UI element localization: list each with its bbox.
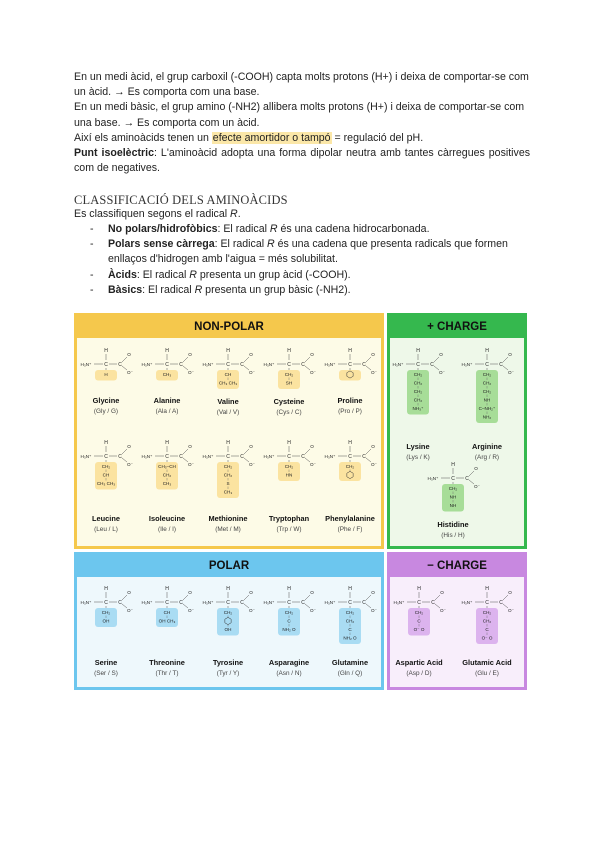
carboxylate-oxygen: O⁻ <box>310 462 316 467</box>
side-chain-group: CH₂ <box>413 397 423 403</box>
amino-acid-name: Proline <box>337 396 363 405</box>
side-chain-group: CH₂ <box>448 486 458 491</box>
structure-diagram <box>260 584 318 644</box>
structure-diagram <box>321 346 379 389</box>
carboxyl-carbon: C <box>362 362 366 368</box>
alpha-carbon: C <box>287 454 291 460</box>
amino-acid-name: Isoleucine <box>148 514 186 523</box>
carbonyl-oxygen: O <box>310 590 314 595</box>
side-chain-group: OH <box>102 618 110 624</box>
carboxylate-oxygen: O⁻ <box>127 608 133 613</box>
amino-group: H₃N⁺ <box>202 600 214 605</box>
amino-acid-abbreviation: (Ala / A) <box>155 408 179 415</box>
carboxyl-carbon: C <box>431 600 435 606</box>
double-bond <box>366 449 371 454</box>
carbonyl-oxygen: O <box>440 590 444 595</box>
carboxyl-carbon: C <box>301 362 305 368</box>
amino-acid-methionine <box>199 438 257 533</box>
carboxylate-oxygen: O⁻ <box>310 608 316 613</box>
panel-title: + CHARGE <box>390 316 524 338</box>
amino-acid-threonine <box>138 584 196 677</box>
carbonyl-oxygen: O <box>188 444 192 449</box>
amino-acid-cysteine <box>260 346 318 416</box>
side-chain-group: O⁻ O <box>413 627 425 632</box>
amino-group: H₃N⁺ <box>263 362 275 367</box>
carboxyl-carbon: C <box>179 600 183 606</box>
amino-acid-leucine <box>77 438 135 533</box>
carbonyl-oxygen: O <box>249 444 253 449</box>
paragraph-isoelectric: Punt isoelèctric: L'aminoàcid adopta una forma dipolar neutra amb tantes càrregues positives com de negatives. <box>74 147 531 175</box>
amino-acid-abbreviation: (Cys / C) <box>276 409 302 416</box>
alpha-hydrogen: H <box>485 586 489 592</box>
side-chain-group: NH <box>449 494 457 500</box>
double-bond <box>122 449 127 454</box>
alpha-carbon: C <box>348 362 352 368</box>
amino-acid-abbreviation: (Arg / R) <box>474 454 500 461</box>
double-bond <box>305 595 310 600</box>
carboxyl-carbon: C <box>362 454 366 460</box>
amino-acid-name: Serine <box>94 658 118 667</box>
amino-group: H₃N⁺ <box>141 454 153 459</box>
carboxylate-oxygen: O⁻ <box>249 370 255 375</box>
side-chain-group: CH₂ <box>223 472 233 478</box>
side-chain-highlight <box>339 370 361 381</box>
amino-acid-name: Valine <box>217 397 239 406</box>
side-chain-group: CH <box>163 610 171 615</box>
carboxylate-oxygen: O⁻ <box>188 608 194 613</box>
side-chain-group: CH₂ <box>162 472 172 478</box>
amino-acid-name: Aspartic Acid <box>395 658 443 667</box>
alpha-carbon: C <box>226 454 230 460</box>
structure-diagram <box>321 438 379 489</box>
amino-acid-name: Alanine <box>153 396 181 405</box>
double-bond <box>305 449 310 454</box>
amino-acid-name: Asparagine <box>268 658 310 667</box>
carbonyl-oxygen: O <box>508 590 512 595</box>
amino-acid-abbreviation: (Leu / L) <box>94 526 118 533</box>
carboxylate-oxygen: O⁻ <box>127 462 133 467</box>
alpha-hydrogen: H <box>287 348 291 354</box>
carboxylate-oxygen: O⁻ <box>127 370 133 375</box>
side-chain-group: CH₂ <box>284 372 294 377</box>
amino-acid-valine <box>199 346 257 416</box>
amino-group: H₃N⁺ <box>393 600 405 605</box>
double-bond <box>503 595 508 600</box>
double-bond <box>122 357 127 362</box>
amino-group: H₃N⁺ <box>461 600 473 605</box>
amino-acid-asparagine <box>260 584 318 677</box>
carboxylate-oxygen: O⁻ <box>310 370 316 375</box>
amino-acid-isoleucine <box>138 438 196 533</box>
alpha-hydrogen: H <box>104 586 108 592</box>
amino-acid-abbreviation: (Phe / F) <box>337 526 363 533</box>
carbonyl-oxygen: O <box>310 444 314 449</box>
side-chain-group: CH₂ <box>482 618 492 624</box>
amino-acid-tryptophan <box>260 438 318 533</box>
amino-acid-tyrosine <box>199 584 257 677</box>
alpha-carbon: C <box>226 362 230 368</box>
alpha-carbon: C <box>348 454 352 460</box>
amino-group: H₃N⁺ <box>324 362 336 367</box>
carbonyl-oxygen: O <box>188 590 192 595</box>
side-chain-group: NH₃⁺ <box>412 406 424 411</box>
alpha-hydrogen: H <box>348 440 352 446</box>
amino-acid-alanine <box>138 346 196 415</box>
carboxyl-carbon: C <box>499 600 503 606</box>
amino-group: H₃N⁺ <box>141 600 153 605</box>
amino-acid-serine <box>77 584 135 677</box>
panel-title: POLAR <box>77 555 381 577</box>
double-bond <box>122 595 127 600</box>
amino-acid-abbreviation: (Trp / W) <box>276 526 302 533</box>
carboxyl-carbon: C <box>430 362 434 368</box>
amino-acid-abbreviation: (Ile / I) <box>157 526 177 533</box>
side-chain-group: CH <box>102 472 110 478</box>
carbonyl-oxygen: O <box>508 352 512 357</box>
amino-acid-abbreviation: (Tyr / Y) <box>216 670 240 677</box>
alpha-hydrogen: H <box>165 440 169 446</box>
side-chain-group: CH₂ <box>223 610 233 615</box>
carbonyl-oxygen: O <box>188 352 192 357</box>
section-title: CLASSIFICACIÓ DELS AMINOÀCIDS <box>74 193 288 207</box>
alpha-hydrogen: H <box>226 586 230 592</box>
alpha-hydrogen: H <box>348 348 352 354</box>
structure-diagram <box>458 346 516 431</box>
amino-acid-phenylalanine <box>321 438 379 533</box>
double-bond <box>305 357 310 362</box>
amino-group: H₃N⁺ <box>80 454 92 459</box>
carbonyl-oxygen: O <box>249 352 253 357</box>
side-chain-group: CH <box>224 372 232 377</box>
double-bond <box>244 449 249 454</box>
side-chain-group: CH₂ <box>101 464 111 469</box>
side-chain-group: CH₂ <box>413 389 423 394</box>
side-chain-group: CH₂ <box>345 610 355 615</box>
carbonyl-oxygen: O <box>127 590 131 595</box>
carboxyl-carbon: C <box>499 362 503 368</box>
alpha-hydrogen: H <box>226 348 230 354</box>
alpha-carbon: C <box>104 454 108 460</box>
carbonyl-oxygen: O <box>310 352 314 357</box>
amino-acid-glycine <box>77 346 135 415</box>
alpha-carbon: C <box>348 600 352 606</box>
double-bond <box>469 471 474 476</box>
alpha-carbon: C <box>226 600 230 606</box>
amino-acid-abbreviation: (Thr / T) <box>155 670 179 677</box>
alpha-hydrogen: H <box>485 348 489 354</box>
side-chain-group: OH CH₃ <box>158 618 176 624</box>
structure-diagram <box>199 438 257 506</box>
side-chain-group: C <box>348 627 352 632</box>
carbonyl-oxygen: O <box>371 444 375 449</box>
carboxylate-oxygen: O⁻ <box>440 608 446 613</box>
carbonyl-oxygen: O <box>371 590 375 595</box>
alpha-hydrogen: H <box>165 586 169 592</box>
structure-diagram <box>390 584 448 644</box>
amino-acid-name: Arginine <box>472 442 502 451</box>
amino-acid-name: Tyrosine <box>212 658 244 667</box>
double-bond <box>366 357 371 362</box>
alpha-hydrogen: H <box>104 440 108 446</box>
alpha-carbon: C <box>287 362 291 368</box>
carboxyl-carbon: C <box>118 362 122 368</box>
amino-acid-abbreviation: (Val / V) <box>216 409 240 416</box>
amino-group: H₃N⁺ <box>202 454 214 459</box>
side-chain-group: OH <box>224 627 232 632</box>
amino-acid-abbreviation: (Lys / K) <box>406 454 430 461</box>
alpha-carbon: C <box>417 600 421 606</box>
side-chain-group: C <box>417 618 421 624</box>
side-chain-group: C <box>287 618 291 624</box>
double-bond <box>435 595 440 600</box>
intro-text <box>74 70 530 176</box>
alpha-hydrogen: H <box>417 586 421 592</box>
carboxyl-carbon: C <box>240 362 244 368</box>
alpha-carbon: C <box>165 362 169 368</box>
list-item: - Àcids: El radical R presenta un grup àcid (-COOH). <box>88 268 530 283</box>
panel-title: − CHARGE <box>390 555 524 577</box>
side-chain-group: CH₂ <box>284 464 294 469</box>
carbonyl-oxygen: O <box>249 590 253 595</box>
side-chain-group: NH₂ <box>482 414 492 420</box>
side-chain-group: NH <box>449 503 457 508</box>
amino-acid-name: Leucine <box>92 514 120 523</box>
carbonyl-oxygen: O <box>439 352 443 357</box>
carboxylate-oxygen: O⁻ <box>439 370 445 375</box>
amino-acid-lysine <box>389 346 447 461</box>
side-chain-group: NH₂ O <box>282 627 296 632</box>
side-chain-group: CH₃ <box>162 481 172 486</box>
paragraph-acid: En un medi àcid, el grup carboxil (-COOH) capta molts protons (H+) i deixa de comportar-se com un àcid. → Es comporta com una base. <box>74 71 529 99</box>
carboxyl-carbon: C <box>465 476 469 482</box>
amino-group: H₃N⁺ <box>324 454 336 459</box>
side-chain-group: CH₂ <box>284 610 294 615</box>
carboxyl-carbon: C <box>301 600 305 606</box>
alpha-carbon: C <box>416 362 420 368</box>
highlight-buffer: efecte amortidor o tampó <box>212 131 331 144</box>
amino-acid-abbreviation: (Gln / Q) <box>337 670 363 677</box>
double-bond <box>366 595 371 600</box>
carboxyl-carbon: C <box>240 600 244 606</box>
alpha-carbon: C <box>451 476 455 482</box>
amino-group: H₃N⁺ <box>141 362 153 367</box>
amino-acid-aspartic <box>390 584 448 677</box>
carbonyl-oxygen: O <box>127 352 131 357</box>
alpha-carbon: C <box>104 362 108 368</box>
side-chain-group: H <box>104 372 108 377</box>
carboxyl-carbon: C <box>301 454 305 460</box>
side-chain-group: CH₂ <box>482 380 492 386</box>
carboxylate-oxygen: O⁻ <box>508 608 514 613</box>
side-chain-group: CH₂ <box>101 610 111 615</box>
side-chain-group: CH₃ CH₃ <box>218 380 238 386</box>
paragraph-buffer: Així els aminoàcids tenen un efecte amortidor o tampó = regulació del pH. <box>74 131 424 144</box>
side-chain-group: CH₂ <box>345 618 355 624</box>
structure-diagram <box>199 346 257 397</box>
side-chain-group: C–NH₂⁺ <box>478 406 496 411</box>
paragraph-base: En un medi bàsic, el grup amino (-NH2) allibera molts protons (H+) i deixa de comportar-se com una base. → Es comporta com un àcid. <box>74 101 525 129</box>
amino-acid-abbreviation: (Asn / N) <box>276 670 302 677</box>
classification-list <box>88 222 530 298</box>
structure-diagram <box>138 438 196 498</box>
carboxyl-carbon: C <box>179 362 183 368</box>
side-chain-group: CH₃–CH <box>158 464 176 469</box>
amino-acid-glutamic <box>458 584 516 677</box>
panel-title: NON-POLAR <box>77 316 381 338</box>
amino-group: H₃N⁺ <box>263 454 275 459</box>
amino-acid-abbreviation: (Pro / P) <box>338 408 362 415</box>
alpha-hydrogen: H <box>451 462 455 468</box>
double-bond <box>183 357 188 362</box>
side-chain-group: CH₂ <box>345 464 355 469</box>
double-bond <box>244 357 249 362</box>
structure-diagram <box>77 438 135 498</box>
double-bond <box>183 595 188 600</box>
double-bond <box>503 357 508 362</box>
structure-diagram <box>138 346 196 389</box>
carbonyl-oxygen: O <box>371 352 375 357</box>
structure-diagram <box>260 438 318 489</box>
carboxylate-oxygen: O⁻ <box>371 370 377 375</box>
alpha-hydrogen: H <box>287 586 291 592</box>
side-chain-group: CH₂ <box>223 464 233 469</box>
amino-group: H₃N⁺ <box>324 600 336 605</box>
list-item: - Polars sense càrrega: El radical R és una cadena que presenta radicals que formen enllaços d'hidrogen amb l'aigua = més solubilitat. <box>88 237 530 267</box>
carboxylate-oxygen: O⁻ <box>249 462 255 467</box>
side-chain-group: CH₂ <box>413 372 423 377</box>
alpha-hydrogen: H <box>165 348 169 354</box>
side-chain-group: CH₂ <box>482 610 492 615</box>
amino-acid-abbreviation: (Ser / S) <box>94 670 118 677</box>
carboxylate-oxygen: O⁻ <box>474 484 480 489</box>
amino-group: H₃N⁺ <box>80 362 92 367</box>
side-chain-group: CH₂ <box>482 389 492 394</box>
carboxyl-carbon: C <box>179 454 183 460</box>
amino-group: H₃N⁺ <box>202 362 214 367</box>
alpha-carbon: C <box>165 454 169 460</box>
structure-diagram <box>260 346 318 397</box>
alpha-hydrogen: H <box>287 440 291 446</box>
carboxylate-oxygen: O⁻ <box>371 462 377 467</box>
alpha-carbon: C <box>165 600 169 606</box>
alpha-carbon: C <box>287 600 291 606</box>
side-chain-group: CH₃ <box>162 372 172 377</box>
section-intro: Es classifiquen segons el radical R. <box>74 208 241 220</box>
amino-acid-name: Lysine <box>406 442 430 451</box>
amino-group: H₃N⁺ <box>461 362 473 367</box>
carbonyl-oxygen: O <box>127 444 131 449</box>
double-bond <box>183 449 188 454</box>
side-chain-group: NH₂ O <box>343 635 357 641</box>
double-bond <box>434 357 439 362</box>
carbonyl-oxygen: O <box>474 466 478 471</box>
amino-acid-abbreviation: (Glu / E) <box>475 670 499 677</box>
alpha-hydrogen: H <box>104 348 108 354</box>
carboxylate-oxygen: O⁻ <box>188 462 194 467</box>
double-bond <box>244 595 249 600</box>
list-item: - Bàsics: El radical R presenta un grup bàsic (-NH2). <box>88 283 530 298</box>
side-chain-group: NH <box>483 397 491 403</box>
alpha-carbon: C <box>104 600 108 606</box>
amino-acid-abbreviation: (His / H) <box>441 531 465 539</box>
structure-diagram <box>424 460 482 520</box>
carboxyl-carbon: C <box>118 454 122 460</box>
amino-acid-name: Threonine <box>149 658 185 667</box>
amino-acid-glutamine <box>321 584 379 677</box>
amino-acid-name: Tryptophan <box>268 514 310 523</box>
alpha-carbon: C <box>485 600 489 606</box>
structure-diagram <box>77 584 135 635</box>
side-chain-group: C <box>485 627 489 632</box>
alpha-hydrogen: H <box>348 586 352 592</box>
amino-acid-name: Glycine <box>92 396 120 405</box>
structure-diagram <box>389 346 447 423</box>
amino-acid-name: Methionine <box>208 514 248 523</box>
carboxylate-oxygen: O⁻ <box>371 608 377 613</box>
alpha-hydrogen: H <box>416 348 420 354</box>
structure-diagram <box>77 346 135 389</box>
structure-diagram <box>458 584 516 652</box>
side-chain-group: CH₂ <box>413 380 423 386</box>
amino-acid-abbreviation: (Gly / G) <box>93 408 119 415</box>
amino-group: H₃N⁺ <box>263 600 275 605</box>
carboxylate-oxygen: O⁻ <box>249 608 255 613</box>
side-chain-group: CH₂ <box>482 372 492 377</box>
amino-group: H₃N⁺ <box>80 600 92 605</box>
amino-acid-name: Phenylalanine <box>325 514 375 523</box>
amino-acid-name: Cysteine <box>273 397 305 406</box>
structure-diagram <box>321 584 379 652</box>
amino-acid-name: Histidine <box>437 519 469 529</box>
amino-group: H₃N⁺ <box>427 476 439 481</box>
amino-acid-abbreviation: (Asp / D) <box>406 670 432 677</box>
alpha-hydrogen: H <box>226 440 230 446</box>
amino-acid-name: Glutamine <box>331 658 369 667</box>
carboxyl-carbon: C <box>240 454 244 460</box>
side-chain-group: O⁻ O <box>481 635 493 641</box>
side-chain-group: SH <box>285 380 293 386</box>
amino-group: H₃N⁺ <box>392 362 404 367</box>
amino-acid-abbreviation: (Met / M) <box>215 526 241 533</box>
amino-acid-name: Glutamic Acid <box>462 658 512 667</box>
structure-diagram <box>138 584 196 635</box>
amino-acid-histidine <box>424 460 482 539</box>
amino-acid-arginine <box>458 346 516 461</box>
carboxylate-oxygen: O⁻ <box>508 370 514 375</box>
side-chain-group: S <box>226 481 230 486</box>
structure-diagram <box>199 584 257 644</box>
carboxyl-carbon: C <box>118 600 122 606</box>
amino-acid-proline <box>321 346 379 415</box>
side-chain-group: CH₃ <box>223 489 233 495</box>
alpha-carbon: C <box>485 362 489 368</box>
side-chain-group: CH₃ CH₃ <box>96 481 116 486</box>
side-chain-group: CH₂ <box>414 610 424 615</box>
carboxyl-carbon: C <box>362 600 366 606</box>
side-chain-group: HN <box>285 472 293 478</box>
carboxylate-oxygen: O⁻ <box>188 370 194 375</box>
list-item: - No polars/hidrofòbics: El radical R és una cadena hidrocarbonada. <box>88 222 530 237</box>
